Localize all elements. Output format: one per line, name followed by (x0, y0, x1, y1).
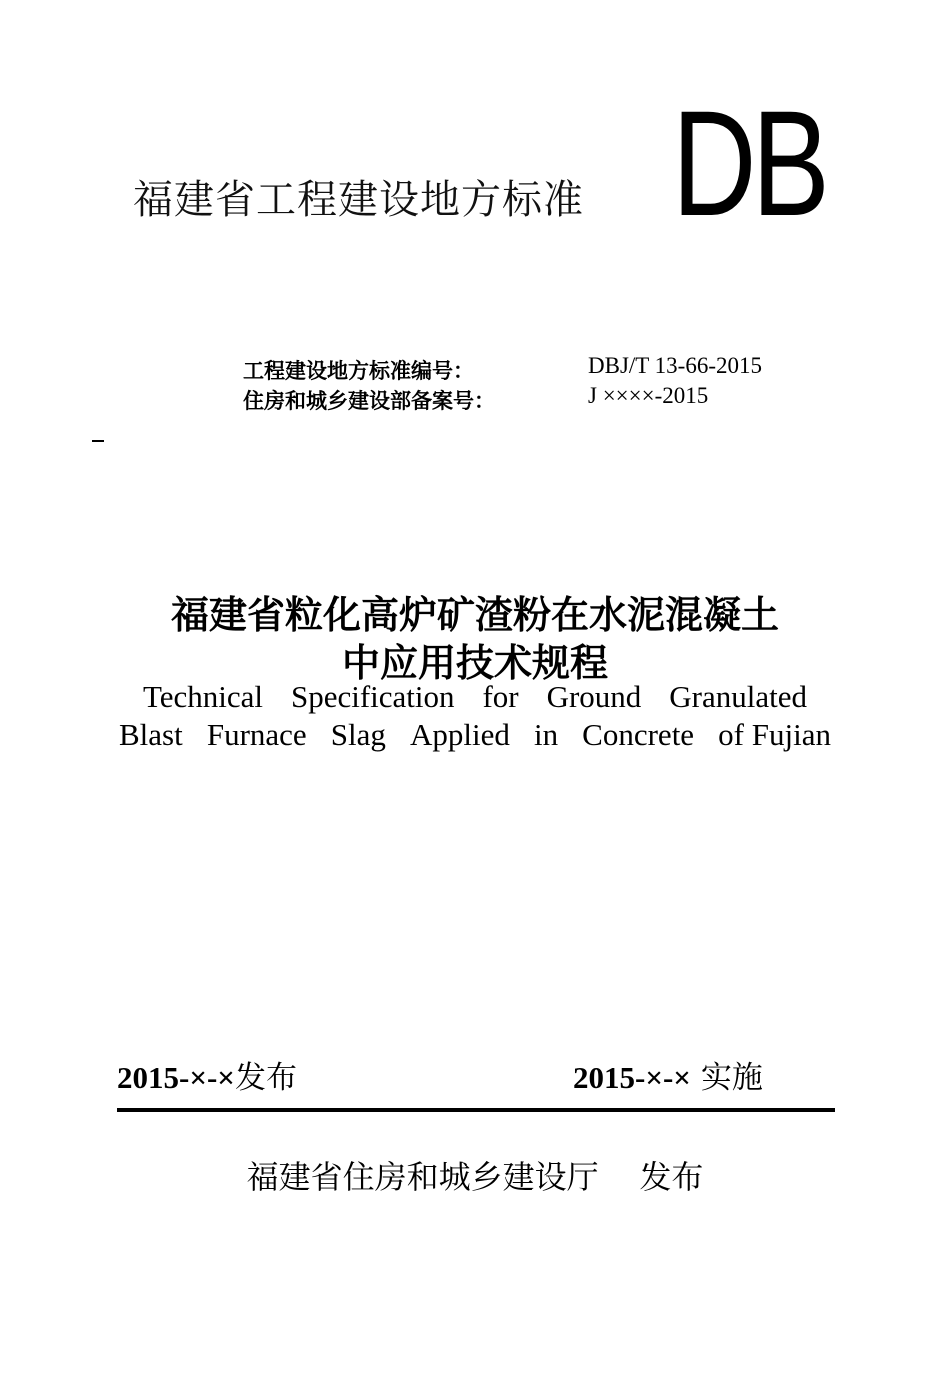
title-english-word: in (533, 717, 559, 752)
publisher-action: 发布 (639, 1158, 704, 1196)
title-english-word: Granulated (669, 679, 807, 714)
title-english-word: Blast (119, 717, 183, 752)
standard-type-heading: 福建省工程建设地方标准 (133, 177, 584, 223)
title-english-word: Furnace (206, 717, 307, 752)
effective-date-label: 实施 (690, 1060, 763, 1096)
title-chinese-line-2: 中应用技术规程 (341, 641, 608, 685)
db-standard-mark: DB (672, 79, 826, 247)
record-number-label: 住房和城乡建设部备案号： (243, 389, 495, 413)
title-english-word: Concrete (582, 717, 695, 752)
standard-number-value: DBJ/T 13-66-2015 (588, 353, 762, 378)
title-chinese-line-1: 福建省粒化高炉矿渣粉在水泥混凝土 (170, 593, 779, 637)
publish-date-label: 发布 (234, 1060, 297, 1096)
title-english-word: Specification (290, 679, 455, 714)
title-english-word: Slag (330, 717, 386, 752)
horizontal-rule (117, 1108, 835, 1112)
publisher-name: 福建省住房和城乡建设厅 (246, 1158, 599, 1196)
title-english-word: Technical (143, 679, 264, 714)
publish-date (117, 1052, 297, 1097)
standard-number-label: 工程建设地方标准编号： (243, 359, 474, 383)
title-english-word: Applied (409, 717, 510, 752)
effective-date-value: 2015-×-× (573, 1060, 691, 1095)
publisher-line (0, 1152, 950, 1198)
title-english-line-1 (143, 679, 807, 715)
title-english-word: Ground (546, 679, 642, 714)
margin-dash-mark (92, 440, 104, 442)
publish-date-value: 2015-×-× (117, 1060, 235, 1095)
effective-date (573, 1052, 763, 1097)
title-english-word: of Fujian (718, 717, 831, 752)
title-english-line-2 (119, 717, 831, 753)
record-number-value: J ××××-2015 (588, 383, 709, 408)
title-english-word: for (482, 679, 519, 714)
